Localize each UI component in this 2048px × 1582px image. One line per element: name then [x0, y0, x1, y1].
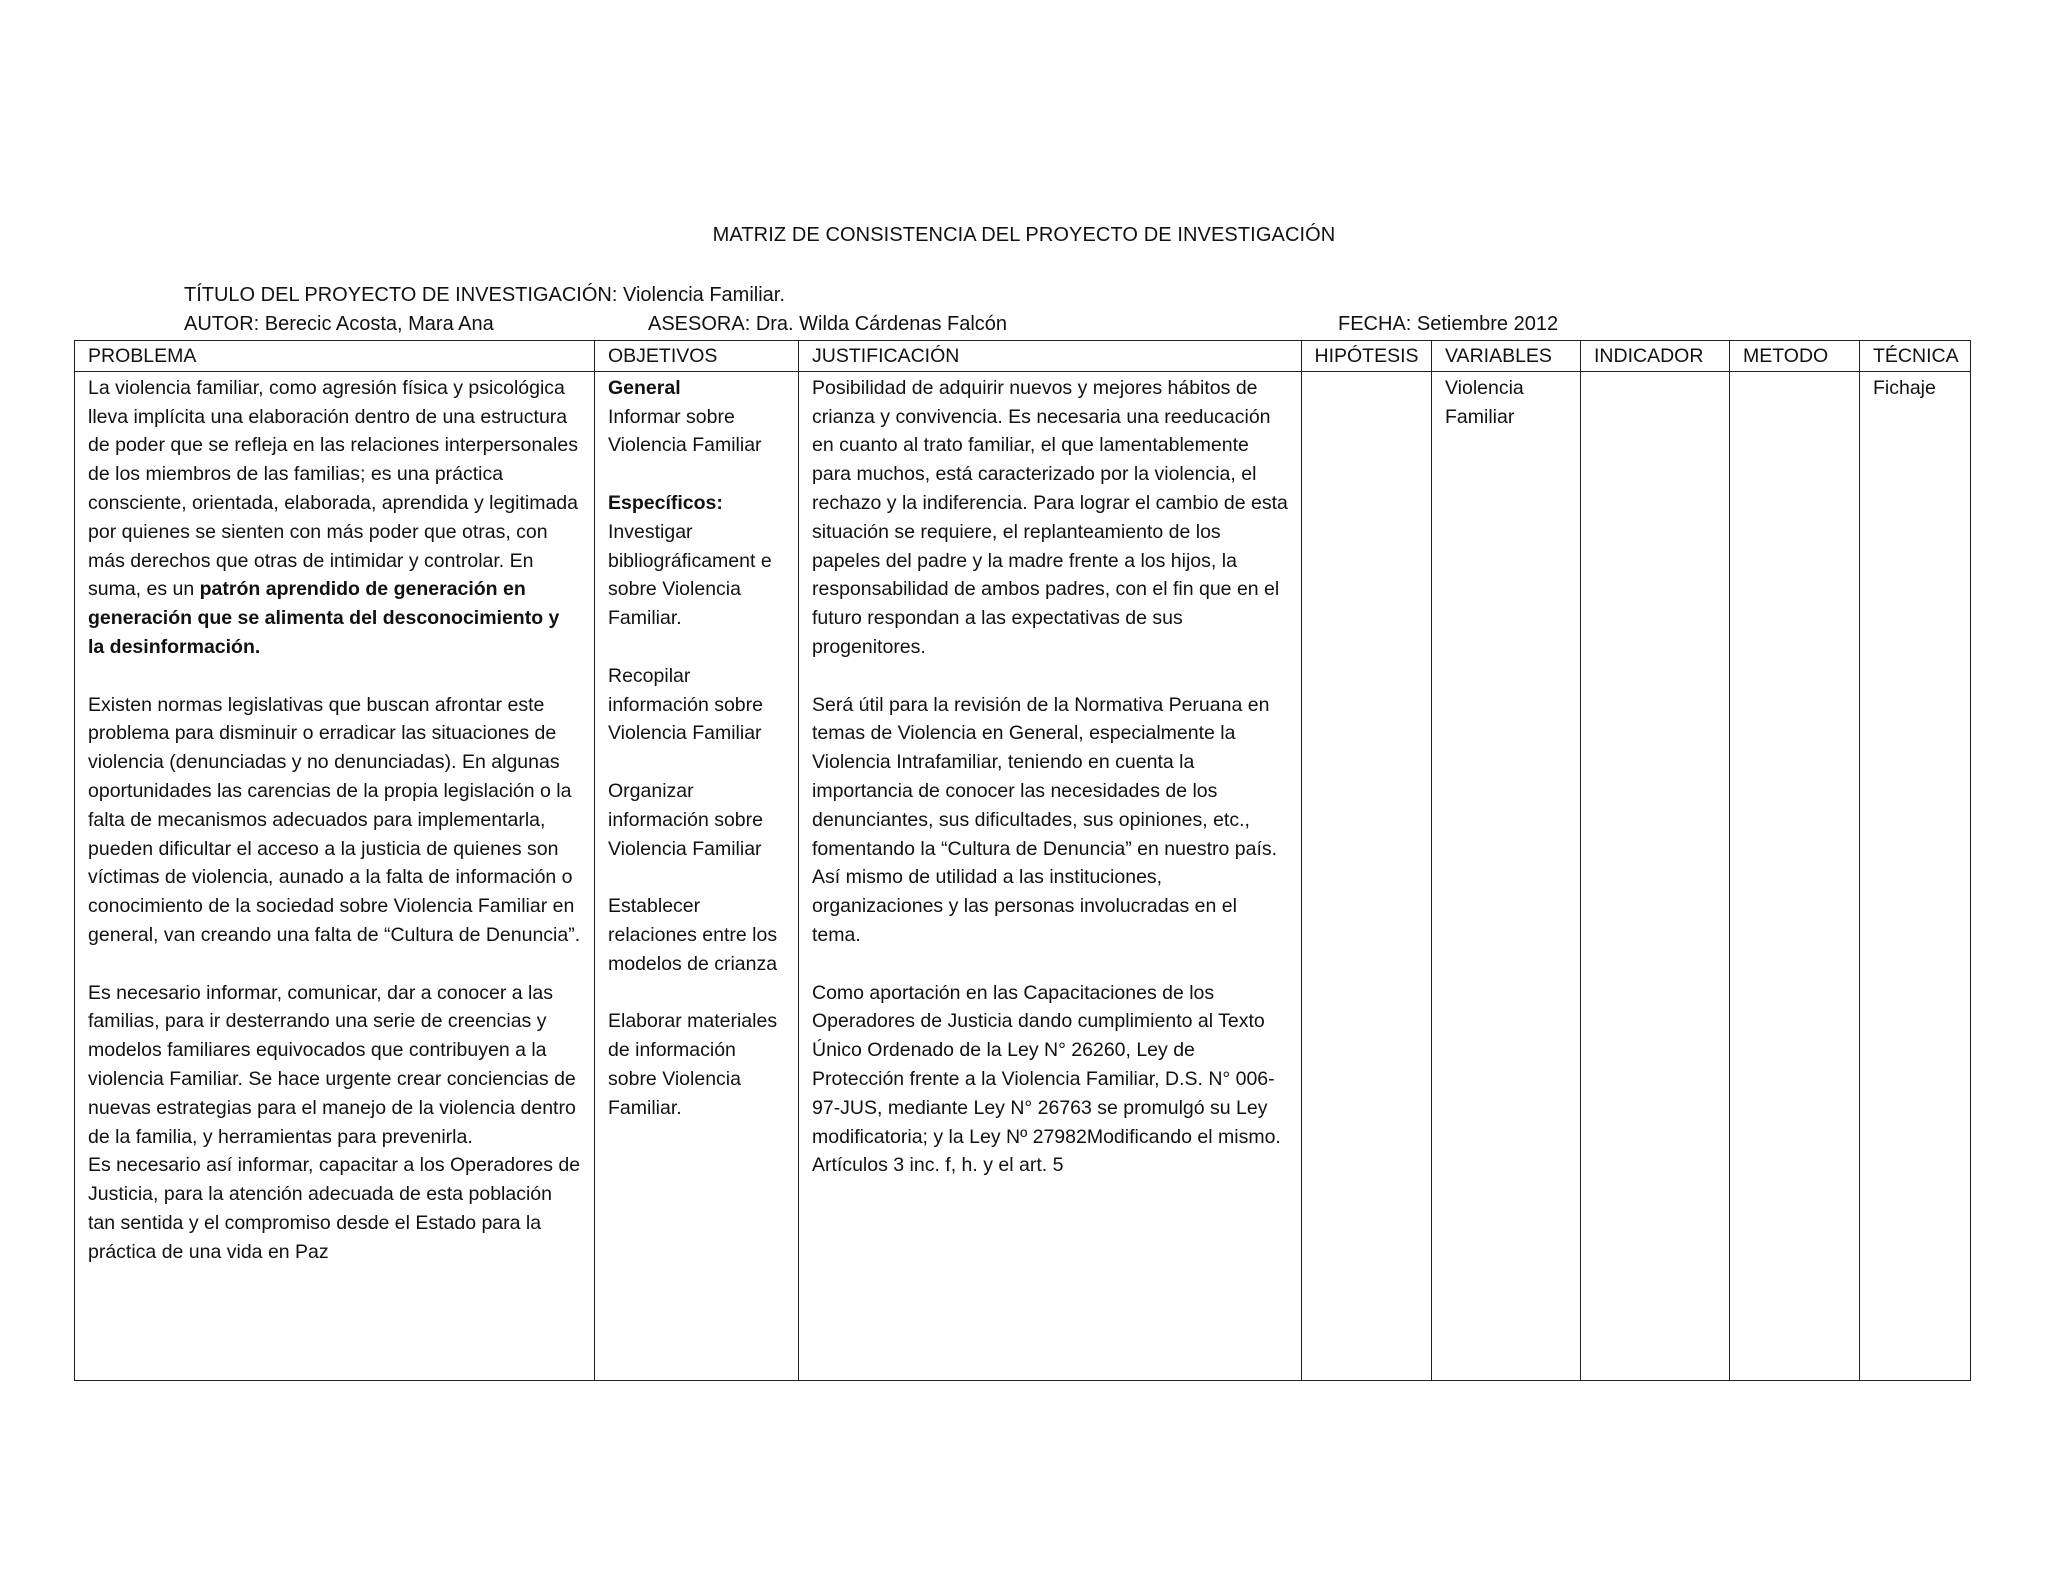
objetivos-specific-5: Elaborar materiales de información sobre Violencia Familiar.: [608, 1010, 778, 1119]
cell-tecnica: Fichaje: [1860, 371, 1971, 1380]
problema-paragraph-1: [88, 374, 581, 662]
problema-p1-bold: patrón aprendido de generación en generación que se alimenta del desconocimiento y la desinformación.: [88, 578, 560, 658]
cell-variables: Violencia Familiar: [1432, 371, 1581, 1380]
consistency-matrix-table: [74, 340, 1971, 1381]
problema-paragraph-3: Es necesario informar, comunicar, dar a conocer a las familias, para ir desterrando una serie de creencias y modelos familiares equivocados que contribuyen a la violencia Familiar. Se hace urgente crear conciencias de nuevas estrategias para el manejo de la violencia dentro de la familia, y herramientas para prevenirla.: [88, 981, 576, 1148]
problema-paragraph-4: Es necesario así informar, capacitar a los Operadores de Justicia, para la atención adecuada de esta población tan sentida y el compromiso desde el Estado para la práctica de una vida en Paz: [88, 1154, 581, 1263]
header-indicador: INDICADOR: [1581, 341, 1730, 372]
objetivos-general-label: General: [608, 376, 681, 399]
objetivos-specific-3: Organizar información sobre Violencia Familiar: [608, 779, 763, 860]
header-variables: VARIABLES: [1432, 341, 1581, 372]
objetivos-specific-2: Recopilar información sobre Violencia Familiar: [608, 664, 763, 745]
advisor-label: ASESORA: Dra. Wilda Cárdenas Falcón: [648, 313, 1008, 335]
document-heading: MATRIZ DE CONSISTENCIA DEL PROYECTO DE INVESTIGACIÓN: [712, 224, 1336, 246]
date-label: FECHA: Setiembre 2012: [1338, 313, 1559, 335]
cell-indicador: [1581, 371, 1730, 1380]
author-label: AUTOR: Berecic Acosta, Mara Ana: [184, 313, 494, 335]
table-row: [75, 371, 1971, 1380]
cell-hipotesis: [1302, 371, 1432, 1380]
header-tecnica: TÉCNICA: [1860, 341, 1971, 372]
problema-paragraph-2: Existen normas legislativas que buscan afrontar este problema para disminuir o erradicar las situaciones de violencia (denunciadas y no denunciadas). En algunas oportunidades las carencias de la propia legislación o la falta de mecanismos adecuados para implementarla, pueden dificultar el acceso a la justicia de quienes son víctimas de violencia, aunado a la falta de información o conocimiento de la sociedad sobre Violencia Familiar en general, van creando una falta de “Cultura de Denuncia”.: [88, 693, 581, 946]
header-objetivos: OBJETIVOS: [595, 341, 799, 372]
cell-metodo: [1730, 371, 1860, 1380]
objetivos-specific-1: Investigar bibliográficament e sobre Violencia Familiar.: [608, 520, 772, 630]
header-hipotesis: HIPÓTESIS: [1302, 341, 1432, 372]
justificacion-paragraph-3: Como aportación en las Capacitaciones de los Operadores de Justicia dando cumplimiento al Texto Único Ordenado de la Ley N° 26260, Ley de Protección frente a la Violencia Familiar, D.S. N° 006-97-JUS, mediante Ley N° 26763 se promulgó su Ley modificatoria; y la Ley Nº 27982Modificando el mismo. Artículos 3 inc. f, h. y el art. 5: [812, 981, 1281, 1177]
cell-objetivos: [595, 371, 799, 1380]
justificacion-paragraph-1: Posibilidad de adquirir nuevos y mejores hábitos de crianza y convivencia. Es necesaria una reeducación en cuanto al trato familiar, el que lamentablemente para muchos, está caracterizado por la violencia, el rechazo y la indiferencia. Para lograr el cambio de esta situación se requiere, el replanteamiento de los papeles del padre y la madre frente a los hijos, la responsabilidad de ambos padres, con el fin que en el futuro respondan a las expectativas de sus progenitores.: [812, 376, 1288, 658]
cell-justificacion: [799, 371, 1302, 1380]
header-problema: PROBLEMA: [75, 341, 595, 372]
objetivos-specific-4: Establecer relaciones entre los modelos de crianza: [608, 895, 778, 975]
header-metodo: METODO: [1730, 341, 1860, 372]
justificacion-paragraph-2: Será útil para la revisión de la Normativa Peruana en temas de Violencia en General, especialmente la Violencia Intrafamiliar, teniendo en cuenta la importancia de conocer las necesidades de los denunciantes, sus dificultades, sus opiniones, etc., fomentando la “Cultura de Denuncia” en nuestro país. Así mismo de utilidad a las instituciones, organizaciones y las personas involucradas en el tema.: [812, 693, 1278, 946]
objetivos-general-text: Informar sobre Violencia Familiar: [608, 405, 762, 457]
header-justificacion: JUSTIFICACIÓN: [799, 341, 1302, 372]
table-header-row: [75, 341, 1971, 372]
cell-problema: [75, 371, 595, 1380]
project-title: TÍTULO DEL PROYECTO DE INVESTIGACIÓN: Violencia Familiar.: [184, 284, 785, 306]
problema-p1-text: La violencia familiar, como agresión física y psicológica lleva implícita una elaboración dentro de una estructura de poder que se refleja en las relaciones interpersonales de los miembros de las familias; es una práctica consciente, orientada, elaborada, aprendida y legitimada por quienes se sienten con más poder que otras, con más derechos que otras de intimidar y controlar. En suma, es un: [88, 376, 578, 601]
objetivos-specific-label: Específicos:: [608, 491, 723, 514]
